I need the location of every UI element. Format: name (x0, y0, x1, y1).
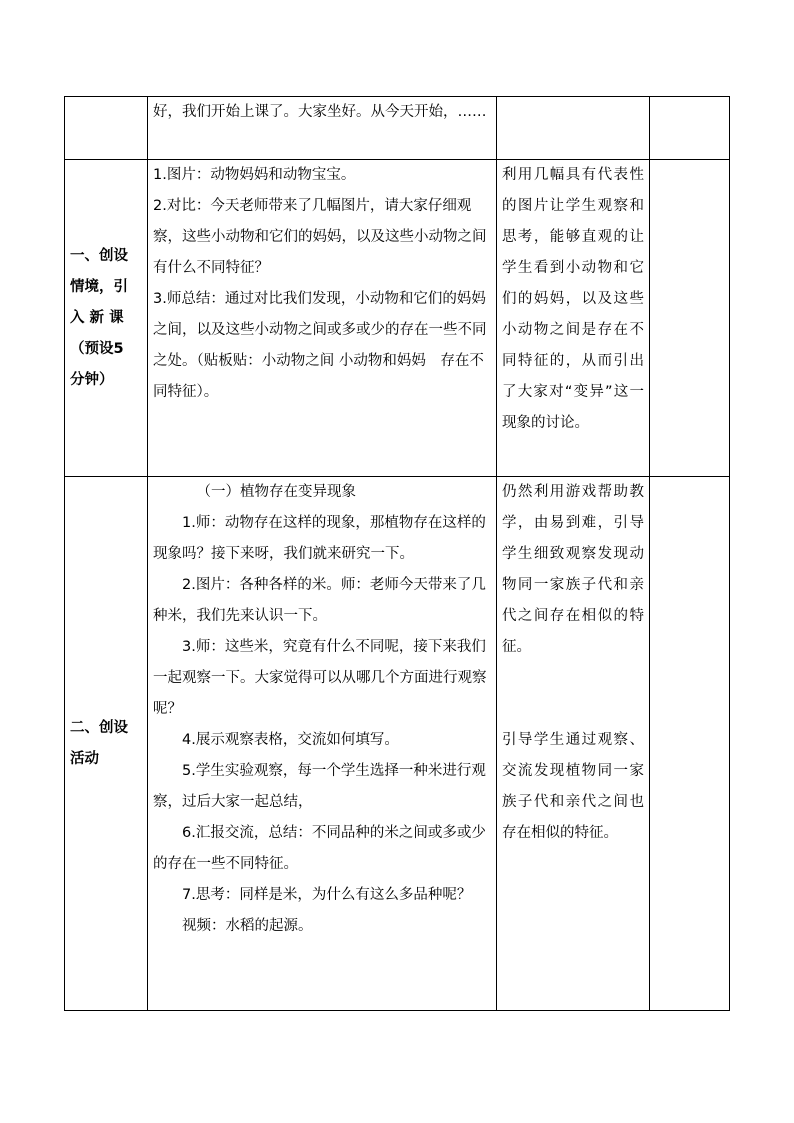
process-text: 1.师：动物存在这样的现象，那植物存在这样的现象吗？接下来呀，我们就来研究一下。 (153, 515, 486, 562)
intent-cell (497, 160, 650, 477)
process-text: 3.师：这些米，究竟有什么不同呢，接下来我们一起观察一下。大家觉得可以从哪几个方面进行观察呢？ (153, 639, 487, 717)
process-text: 3.师总结：通过对比我们发现，小动物和它们的妈妈之间，以及这些小动物之间或多或少的存在一些不同之处。（贴板贴：小动物之间 小动物和妈妈 存在不同特征）。 (153, 291, 487, 400)
intent-text: 引导学生通过观察、交流发现植物同一家族子代和亲代之间也存在相似的特征。 (502, 732, 644, 841)
process-cell (148, 477, 497, 1011)
stage-label: 分钟） (70, 371, 114, 388)
stage-cell (65, 97, 148, 160)
process-cell (148, 97, 497, 160)
stage-label: 入 新 课 (70, 309, 124, 326)
stage-label: 二、创设 (70, 719, 128, 736)
process-text: 1.图片：动物妈妈和动物宝宝。 (153, 167, 356, 183)
process-text: 2.对比：今天老师带来了几幅图片，请大家仔细观察，这些小动物和它们的妈妈，以及这些小动物之间有什么不同特征？ (153, 198, 487, 276)
lesson-plan-table (64, 96, 730, 1011)
process-text: 视频：水稻的起源。 (182, 918, 313, 934)
stage-label: 活动 (70, 750, 99, 767)
process-text: 2.图片：各种各样的米。师：老师今天带来了几种米，我们先来认识一下。 (153, 577, 486, 624)
process-text: 好，我们开始上课了。大家坐好。从今天开始，…… (153, 104, 487, 120)
process-cell (148, 160, 497, 477)
process-text: 5.学生实验观察，每一个学生选择一种米进行观察，过后大家一起总结， (153, 763, 486, 810)
table-row (65, 477, 730, 1011)
table-row (65, 97, 730, 160)
section-heading: （一）植物存在变异现象 (196, 484, 356, 500)
remark-cell (650, 97, 730, 160)
remark-cell (650, 477, 730, 1011)
stage-label: 一、创设 (70, 247, 128, 264)
intent-cell (497, 477, 650, 1011)
stage-label: （预设5 (70, 340, 124, 357)
intent-text: 仍然利用游戏帮助教学，由易到难，引导学生细致观察发现动物同一家族子代和亲代之间存在相似的特征。 (502, 484, 644, 655)
remark-cell (650, 160, 730, 477)
intent-text: 利用几幅具有代表性的图片让学生观察和思考，能够直观的让学生看到小动物和它们的妈妈，以及这些小动物之间是存在不同特征的，从而引出了大家对“变异”这一现象的讨论。 (502, 167, 644, 431)
stage-cell (65, 160, 148, 477)
intent-cell (497, 97, 650, 160)
process-text: 4.展示观察表格，交流如何填写。 (182, 732, 399, 748)
stage-cell (65, 477, 148, 1011)
table-row (65, 160, 730, 477)
stage-label: 情境，引 (70, 278, 128, 295)
process-text: 7.思考：同样是米，为什么有这么多品种呢？ (182, 887, 472, 903)
process-text: 6.汇报交流，总结：不同品种的米之间或多或少的存在一些不同特征。 (153, 825, 486, 872)
